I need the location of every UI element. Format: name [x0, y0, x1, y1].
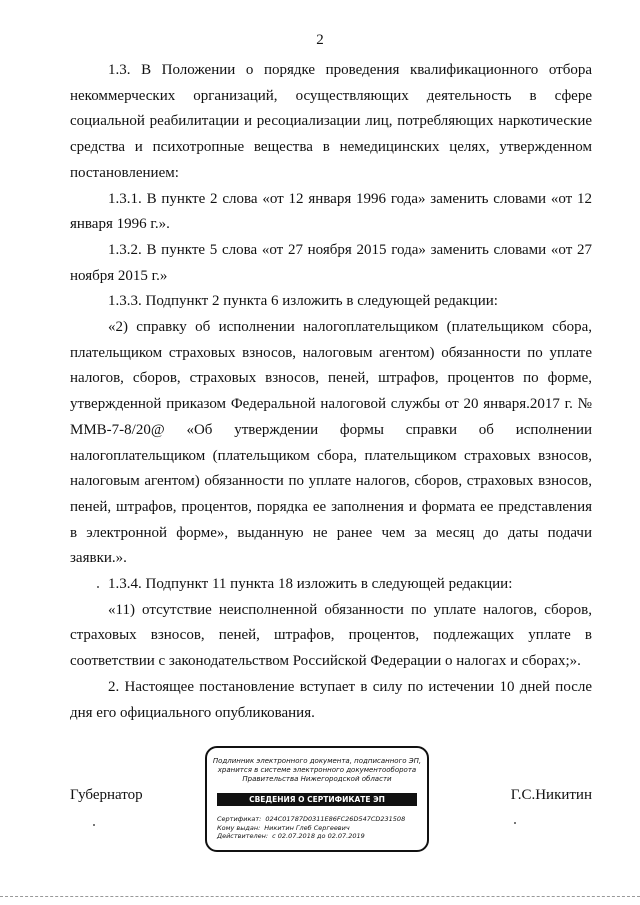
signatory-name: Г.С.Никитин — [510, 787, 592, 803]
stamp-header: СВЕДЕНИЯ О СЕРТИФИКАТЕ ЭП — [217, 793, 417, 806]
certificate-value: 024C01787D0311E86FC26D547CD231508 — [265, 815, 406, 823]
paragraph-1-3: 1.3. В Положении о порядке проведения квалификационного отбора некоммерческих организаций, осуществляющих деятельность в сфере социальной реабилитации и ресоциализации лиц, потребляющих наркотические средства и психотропные вещества в немедицинских целях, утвержденном постановлением: — [70, 62, 592, 181]
document-body — [70, 58, 592, 726]
valid-label: Действителен: — [217, 832, 269, 840]
certificate-line — [217, 815, 405, 824]
issued-to-value: Никитин Глеб Сергеевич — [264, 823, 350, 832]
paragraph-subitem-11: «11) отсутствие неисполненной обязанности по уплате налогов, сборов, страховых взносов, пеней, штрафов, процентов, подлежащих уплате в соответствии с законодательством Российской Федерации о налогах и сборах;». — [70, 601, 592, 670]
e-signature-stamp — [205, 746, 429, 852]
stamp-note-line: хранится в системе электронного документооборота — [217, 766, 417, 774]
paragraph-subitem-2: «2) справку об исполнении налогоплательщиком (плательщиком сбора, плательщиком страховых взносов, налоговым агентом) обязанности по уплате налогов, сборов, страховых взносов, пеней, штрафов, процентов по форме, утвержденной приказом Федеральной налоговой службы от 20 января.2017 г. № ММВ-7-8/20@ «Об утверждении формы справки об исполнении налогоплательщиком (плательщиком сбора, плательщиком страховых взносов, налоговым агентом) обязанности по уплате налогов, сборов, страховых взносов, пеней, штрафов, процентов, порядка ее заполнения и формата ее представления в электронной форме», выданную не ранее чем за месяц до даты подачи заявки.». — [70, 319, 592, 567]
scan-speck — [514, 822, 516, 824]
signatory-title: Губернатор — [70, 787, 143, 803]
page-number: 2 — [316, 32, 324, 48]
paragraph-1-3-3: 1.3.3. Подпункт 2 пункта 6 изложить в следующей редакции: — [108, 293, 498, 310]
scan-speck — [97, 586, 99, 588]
valid-line — [217, 832, 405, 841]
stamp-note-line: Подлинник электронного документа, подписанного ЭП, — [212, 757, 422, 765]
stamp-details — [217, 815, 405, 841]
paragraph-2: 2. Настоящее постановление вступает в силу по истечении 10 дней после дня его официального опубликования. — [70, 678, 592, 721]
issued-to-line — [217, 824, 405, 833]
scan-speck — [93, 824, 95, 826]
scan-edge-line — [0, 896, 640, 897]
stamp-note — [207, 757, 427, 784]
paragraph-1-3-4: 1.3.4. Подпункт 11 пункта 18 изложить в следующей редакции: — [108, 576, 513, 593]
valid-value: с 02.07.2018 до 02.07.2019 — [272, 832, 365, 840]
paragraph-1-3-2: 1.3.2. В пункте 5 слова «от 27 ноября 2015 года» заменить словами «от 27 ноября 2015 г.» — [70, 241, 592, 284]
stamp-note-line: Правительства Нижегородской области — [242, 775, 392, 783]
certificate-label: Сертификат: — [217, 815, 262, 823]
issued-to-label: Кому выдан: — [217, 823, 261, 832]
paragraph-1-3-1: 1.3.1. В пункте 2 слова «от 12 января 1996 года» заменить словами «от 12 января 1996 г.». — [70, 190, 592, 233]
